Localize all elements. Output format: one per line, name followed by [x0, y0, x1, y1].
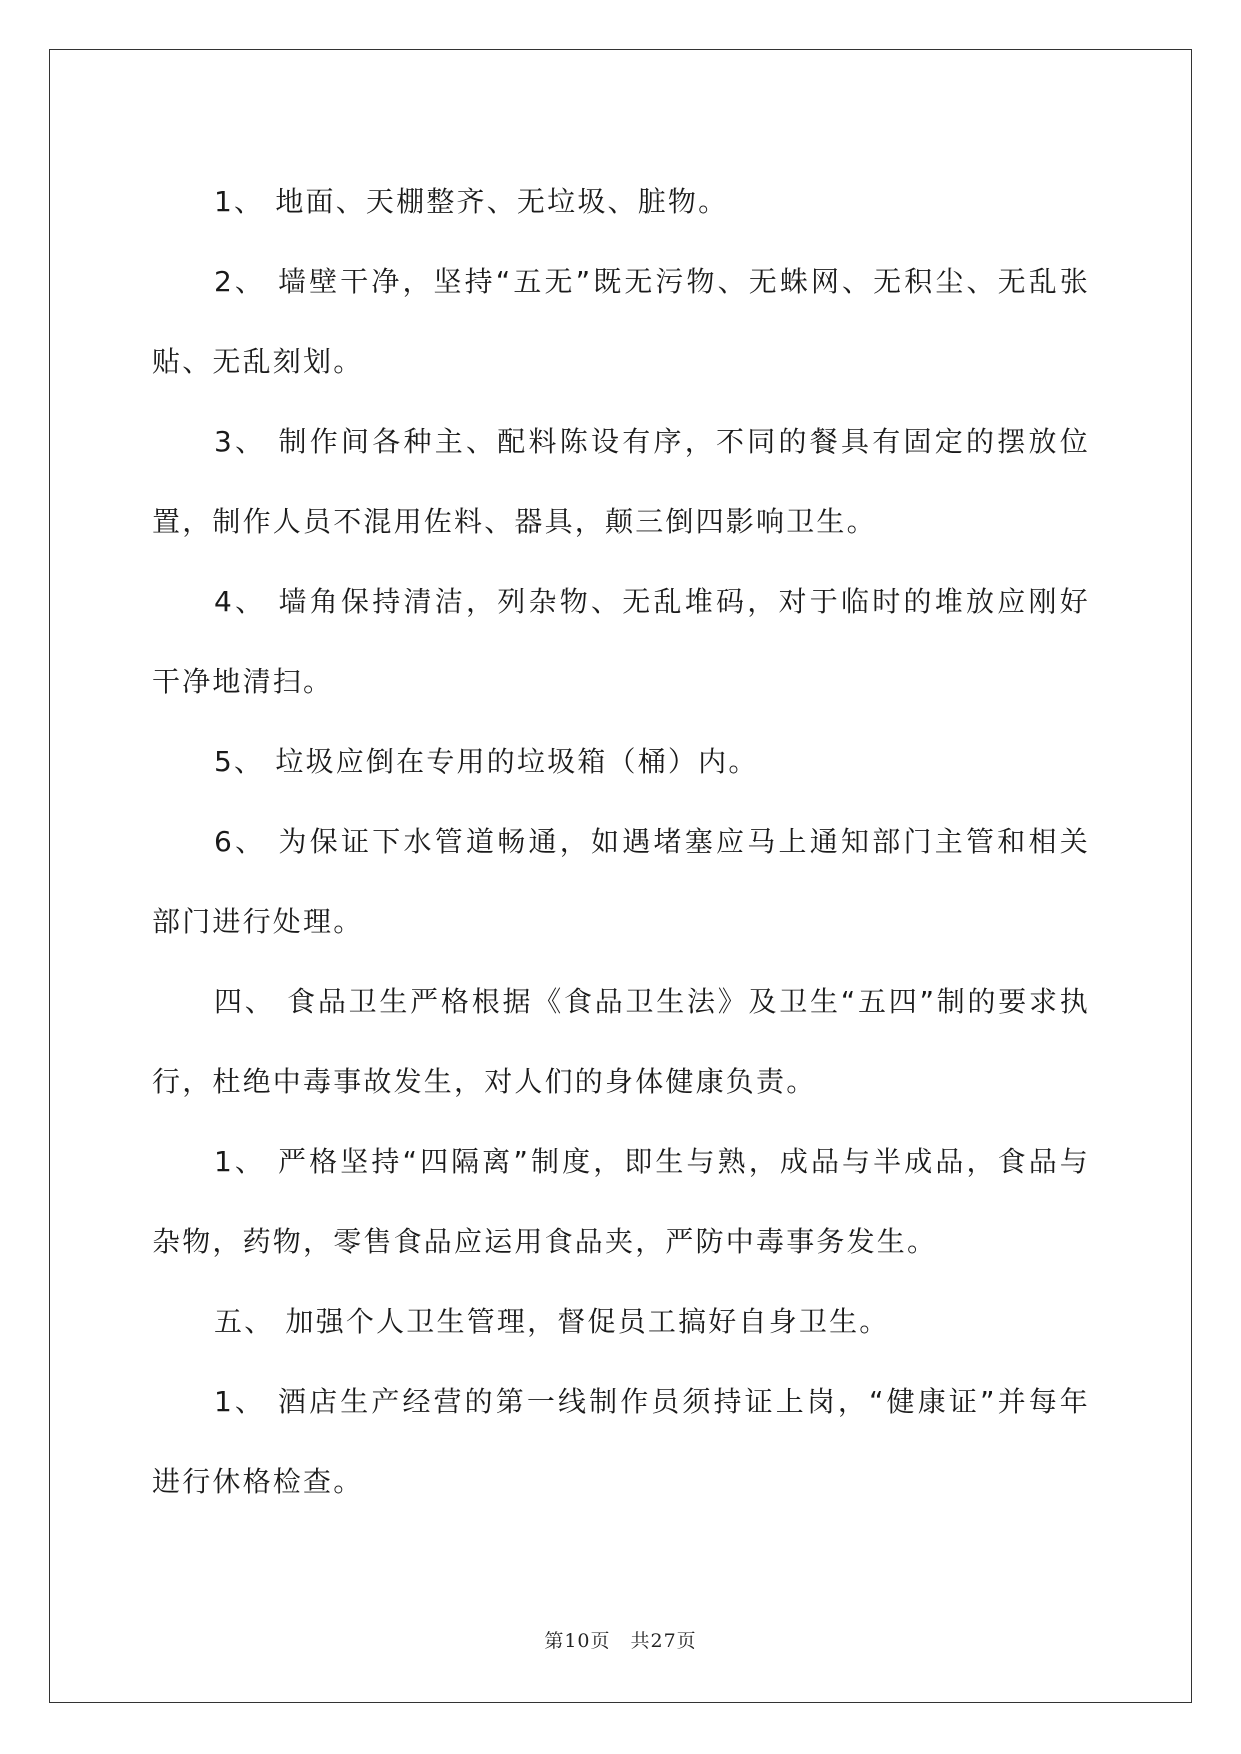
paragraph: 1、 严格坚持“四隔离”制度，即生与熟，成品与半成品，食品与杂物，药物，零售食品应运用食品夹，严防中毒事务发生。	[152, 1145, 1090, 1258]
paragraph: 3、 制作间各种主、配料陈设有序，不同的餐具有固定的摆放位置，制作人员不混用佐料、器具，颠三倒四影响卫生。	[152, 425, 1090, 538]
page-number-footer: 第10页 共27页	[544, 1630, 697, 1652]
paragraph: 1、 酒店生产经营的第一线制作员须持证上岗，“健康证”并每年进行休格检查。	[152, 1385, 1090, 1498]
paragraph: 2、 墙壁干净，坚持“五无”既无污物、无蛛网、无积尘、无乱张贴、无乱刻划。	[152, 265, 1090, 378]
paragraph: 五、 加强个人卫生管理，督促员工搞好自身卫生。	[214, 1305, 890, 1338]
paragraph: 1、 地面、天棚整齐、无垃圾、脏物。	[214, 185, 729, 218]
paragraph: 四、 食品卫生严格根据《食品卫生法》及卫生“五四”制的要求执行，杜绝中毒事故发生，对人们的身体健康负责。	[152, 985, 1090, 1098]
document-body	[152, 162, 1090, 1522]
paragraph: 4、 墙角保持清洁，列杂物、无乱堆码，对于临时的堆放应刚好干净地清扫。	[152, 585, 1090, 698]
paragraph: 5、 垃圾应倒在专用的垃圾箱（桶）内。	[214, 745, 759, 778]
paragraph: 6、 为保证下水管道畅通，如遇堵塞应马上通知部门主管和相关部门进行处理。	[152, 825, 1090, 938]
